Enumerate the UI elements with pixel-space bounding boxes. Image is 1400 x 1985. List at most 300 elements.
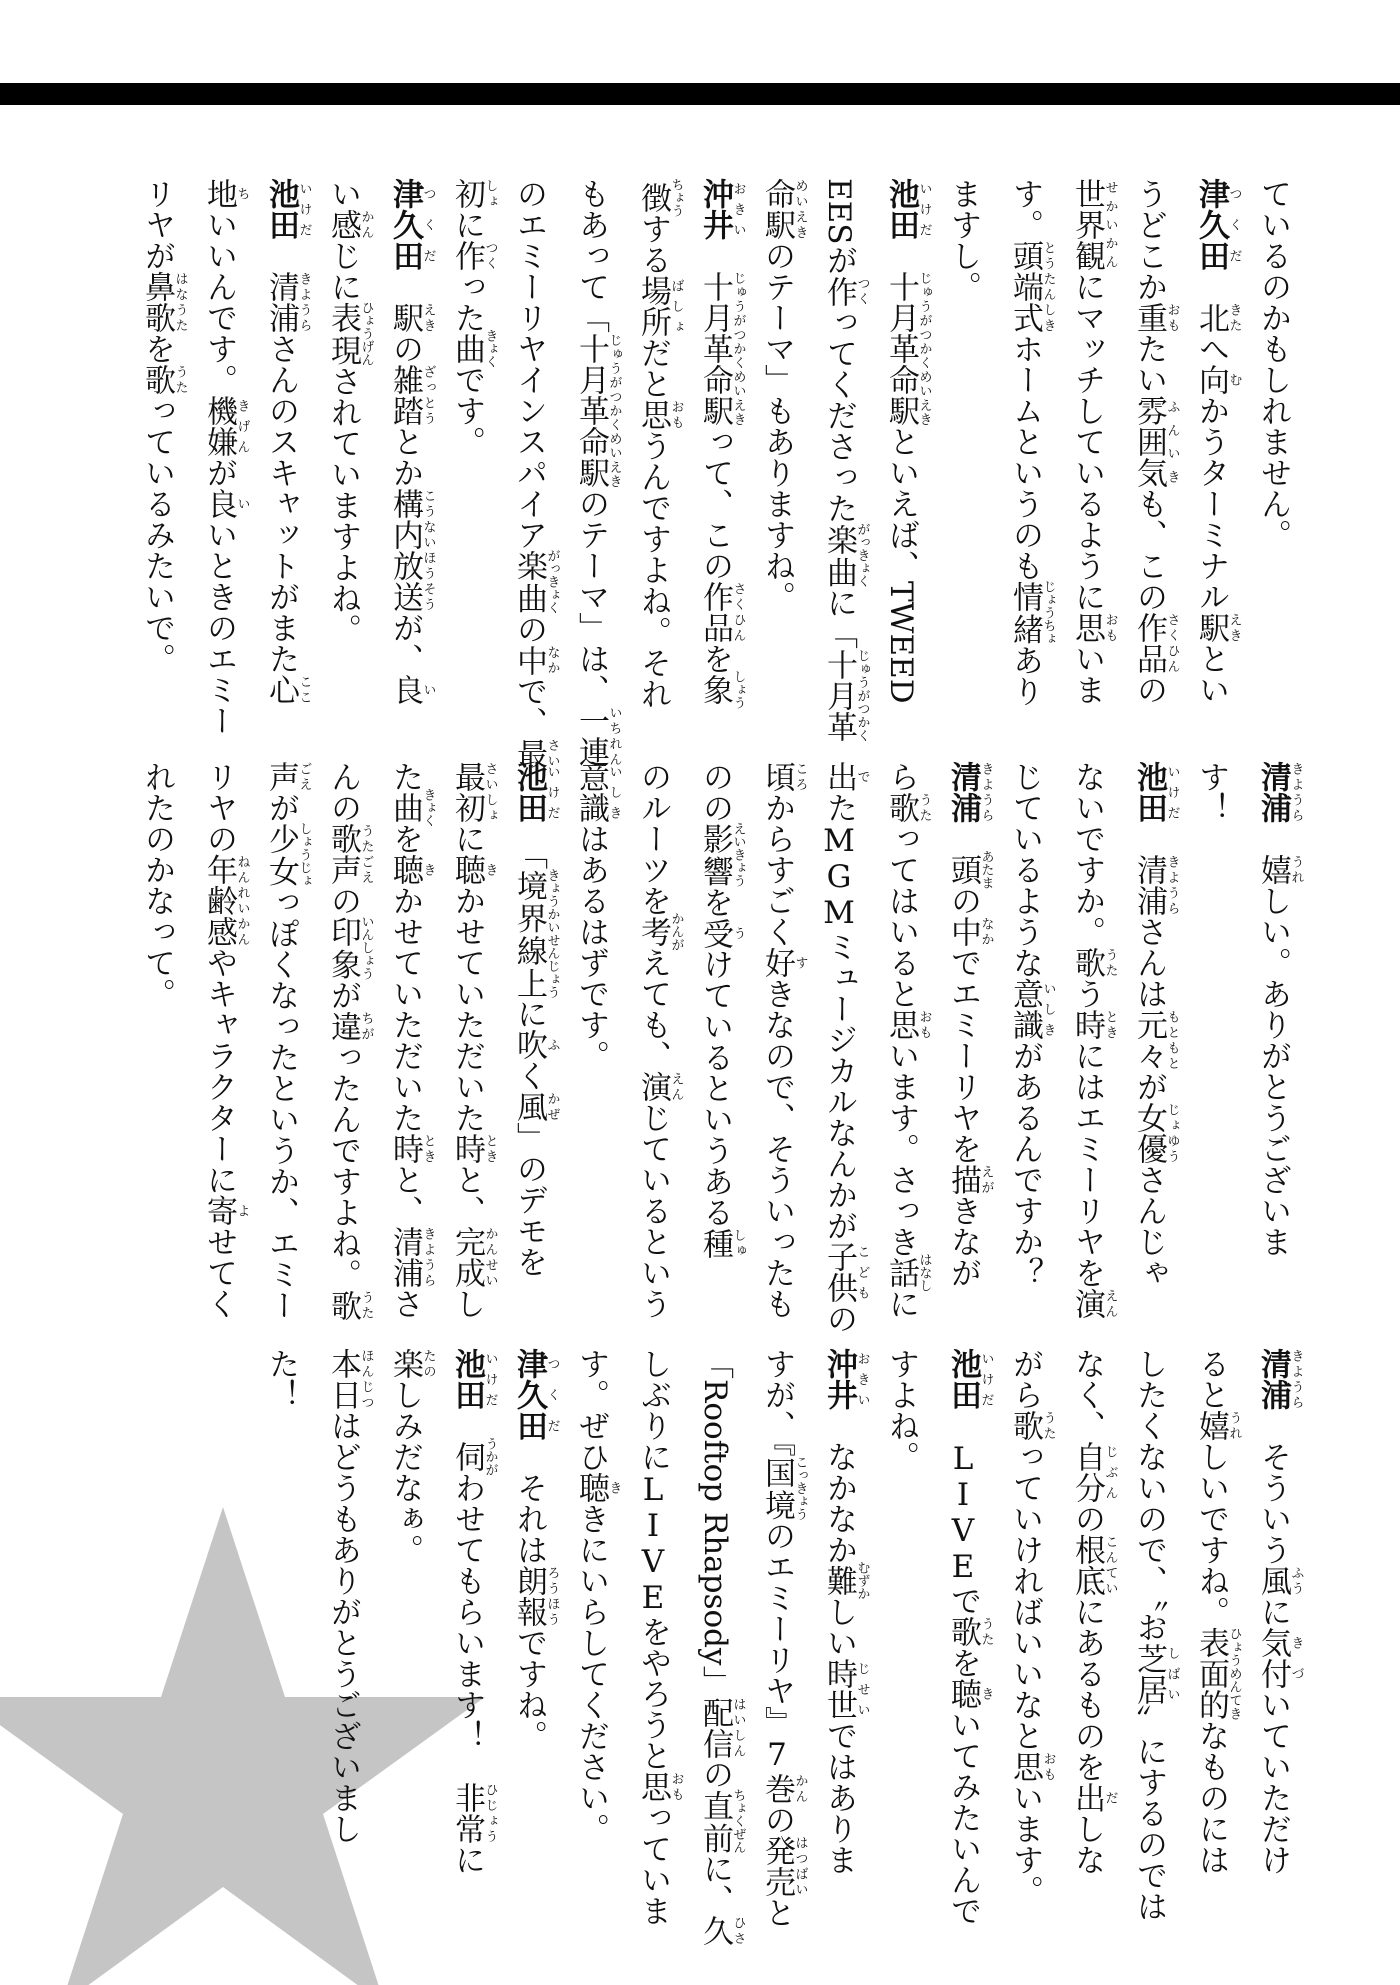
ruby-base: 聴 [449, 854, 485, 885]
text-run: しい。ありがとうございま [1255, 885, 1291, 1257]
ruby-base: 年齢感 [201, 854, 237, 947]
ruby-base: 表面的 [1193, 1627, 1229, 1720]
furigana: えん [1102, 1288, 1118, 1319]
furigana: きづ [1288, 1627, 1304, 1689]
text-column [870, 1348, 932, 1882]
text-run: はどうもありがとうございまし [325, 1410, 361, 1844]
text-run: でエミーリヤを [945, 947, 981, 1164]
furigana: うた [1102, 947, 1118, 978]
ruby-base: 違 [325, 1010, 361, 1042]
text-run: さんじゃ [1131, 1164, 1167, 1288]
furigana: ちょくぜん [730, 1788, 746, 1854]
text-run: はあるはずです。 [573, 823, 609, 1071]
text-run: ら [883, 761, 919, 792]
speaker-label: 池田 [511, 761, 547, 823]
ruby-base: 頃 [759, 761, 795, 792]
ruby-word [511, 549, 560, 615]
furigana: つく [854, 275, 870, 307]
speaker-label: 津久田 [511, 1348, 547, 1441]
ruby-word [821, 761, 870, 792]
ruby-base: 十月革命駅 [883, 271, 919, 426]
ruby-word [139, 271, 188, 333]
text-column [1056, 1348, 1118, 1882]
ruby-word [1193, 364, 1242, 395]
ruby-base: 命駅 [759, 178, 795, 240]
speaker-name [697, 178, 746, 240]
ruby-word [1131, 1642, 1180, 1705]
text-run: です。 [449, 364, 485, 457]
ruby-word [325, 1348, 374, 1410]
furigana: かぜ [544, 1091, 560, 1122]
furigana: はなし [916, 1253, 932, 1292]
text-column [1180, 761, 1242, 1295]
text-run: の [325, 885, 361, 916]
text-run: のテーマ」は、 [573, 488, 609, 705]
ruby-word [635, 399, 684, 430]
text-run: の [1069, 1503, 1105, 1534]
interview-text-block-bottom [250, 1348, 1304, 1947]
ruby-word [1069, 1009, 1118, 1040]
furigana: はつばい [792, 1835, 808, 1897]
ruby-base: 駅 [387, 302, 423, 333]
ruby-word [821, 1658, 870, 1720]
furigana: きょうかいせんじょう [544, 868, 560, 999]
ruby-word [511, 644, 560, 676]
text-column [250, 1348, 312, 1882]
furigana: だ [1102, 1782, 1118, 1813]
ruby-base: 嬉 [1193, 1410, 1229, 1441]
furigana: うれ [1288, 854, 1304, 885]
ruby-word [201, 1195, 250, 1226]
furigana: おも [1102, 612, 1118, 643]
ruby-base: 風 [1255, 1565, 1291, 1596]
furigana: えき [1226, 612, 1242, 643]
ruby-word [573, 705, 622, 767]
text-column [746, 1348, 808, 1928]
furigana: いけだ [916, 178, 932, 240]
text-column [312, 761, 374, 1321]
text-run: の [1131, 674, 1167, 705]
text-run: とい [1193, 643, 1229, 705]
furigana: えが [978, 1164, 994, 1195]
ruby-base: 作品 [1131, 612, 1167, 674]
ruby-base: 良 [201, 488, 237, 519]
speaker-label: 清浦 [1255, 1348, 1291, 1410]
text-run: い [325, 178, 361, 209]
text-run: やキャラクターに [201, 947, 237, 1195]
ruby-base: 伺 [449, 1437, 485, 1476]
text-run: のテーマ」もありますね。 [759, 240, 795, 612]
ruby-word [387, 1226, 436, 1288]
text-run: に、 [697, 1853, 733, 1916]
furigana: きた [1226, 302, 1242, 333]
text-run: っているみたいで。 [139, 395, 175, 674]
furigana: えいきょう [730, 822, 746, 888]
ruby-word [697, 271, 746, 426]
speaker-name [945, 1348, 994, 1410]
text-run: EESが [821, 178, 857, 276]
ruby-word [325, 823, 374, 885]
speaker-label: 池田 [449, 1348, 485, 1410]
ruby-word [945, 1616, 994, 1647]
ruby-base: 聴 [573, 1472, 609, 1503]
ruby-base: 歌声 [325, 823, 361, 885]
ruby-base: 本日 [325, 1348, 361, 1410]
text-column [746, 761, 808, 1319]
ruby-base: 清浦 [387, 1226, 423, 1288]
text-run: とか [387, 426, 423, 488]
ruby-word [511, 868, 560, 999]
furigana: きようら [1288, 1348, 1304, 1410]
ruby-base: 心 [263, 674, 299, 705]
text-run: かうターミナル [1193, 395, 1229, 612]
furigana: あたま [978, 850, 994, 889]
furigana: ひさ [730, 1915, 746, 1947]
interview-text-block-top [126, 178, 1304, 769]
text-run: じに [325, 240, 361, 302]
text-run [1255, 823, 1291, 854]
furigana: うかが [482, 1437, 498, 1476]
furigana: きょく [482, 329, 498, 368]
text-run: と、 [387, 1164, 423, 1226]
ruby-word [697, 581, 746, 643]
text-column [188, 761, 250, 1319]
text-run: も、この [1131, 488, 1167, 612]
furigana: さい [544, 737, 560, 769]
text-column [126, 761, 188, 1295]
text-run: からすごく [759, 792, 795, 947]
furigana: こっきょう [792, 1455, 808, 1521]
ruby-base: 朗報 [511, 1565, 547, 1627]
furigana: き [482, 854, 498, 885]
ruby-base: 向 [1193, 364, 1229, 395]
ruby-word [1007, 1751, 1056, 1782]
ruby-base: 聴 [387, 854, 423, 885]
text-run: ったんですよね。 [325, 1041, 361, 1290]
ruby-word [449, 178, 498, 209]
ruby-word [1007, 978, 1056, 1040]
ruby-word [511, 1029, 560, 1060]
text-run: さんのスキャットがまた [263, 333, 299, 674]
ruby-base: 国境 [759, 1455, 795, 1521]
ruby-base: 雑踏 [387, 364, 423, 426]
ruby-word [635, 1071, 684, 1102]
ruby-word [201, 395, 250, 457]
ruby-base: 頭端式 [1007, 240, 1043, 333]
text-run: しみだなぁ。 [387, 1379, 423, 1565]
text-run: そういう [1255, 1410, 1291, 1565]
text-column [684, 1348, 746, 1947]
text-run: た [387, 761, 423, 792]
text-run: た [821, 792, 857, 823]
text-run: じているという [635, 1102, 671, 1319]
ruby-word [883, 1253, 932, 1292]
ruby-base: 曲 [387, 788, 423, 827]
furigana: かんが [668, 912, 684, 951]
ruby-base: 声 [263, 761, 299, 792]
furigana: はいしん [730, 1696, 746, 1759]
ruby-word [325, 915, 374, 981]
ruby-base: 歌 [945, 1616, 981, 1647]
text-run: のルーツを [635, 761, 671, 916]
ruby-word [387, 788, 436, 827]
ruby-word [387, 302, 436, 333]
furigana: ちが [358, 1010, 374, 1042]
text-run: に [449, 1844, 485, 1875]
text-run: た！ [263, 1348, 299, 1410]
text-run: し [449, 1288, 485, 1319]
furigana: しゅ [730, 1227, 746, 1259]
ruby-base: 元々 [1131, 1009, 1167, 1071]
furigana: ろうほう [544, 1565, 560, 1627]
ruby-word [201, 854, 250, 947]
text-run: の [511, 613, 547, 645]
ruby-base: 歌 [139, 364, 175, 395]
text-run: あり [1007, 644, 1043, 707]
text-column [250, 761, 312, 1321]
ruby-base: 考 [635, 912, 671, 951]
ruby-word [1069, 1441, 1118, 1503]
ruby-word [325, 301, 374, 367]
text-run: をやろうと [635, 1616, 671, 1771]
ruby-word [1007, 580, 1056, 646]
ruby-word [759, 947, 808, 978]
speaker-name [511, 1348, 560, 1441]
ruby-word [449, 854, 498, 885]
text-column [932, 1348, 994, 1926]
furigana: ひょうめんてき [1226, 1627, 1242, 1720]
ruby-base: 寄 [201, 1195, 237, 1226]
ruby-word [449, 240, 498, 271]
ruby-word [759, 1835, 808, 1897]
ruby-word [573, 333, 622, 488]
furigana: なか [978, 916, 994, 947]
ruby-base: 十月革命駅 [697, 271, 733, 426]
speaker-label: 清浦 [1255, 761, 1291, 823]
ruby-word [449, 1782, 498, 1844]
text-run: かせていただいた [449, 885, 485, 1133]
ruby-word [325, 209, 374, 240]
text-run: きにいらしてください。 [573, 1503, 609, 1844]
text-column [498, 178, 560, 769]
text-run [263, 240, 299, 271]
ruby-base: 話 [883, 1253, 919, 1292]
text-run: を [945, 1647, 981, 1678]
furigana: とき [420, 1133, 436, 1164]
ruby-base: 楽曲 [511, 549, 547, 615]
text-run: されていますよね。 [325, 365, 361, 645]
furigana: ころ [792, 761, 808, 792]
text-run: かせていただいた [387, 885, 423, 1133]
text-run: と、 [449, 1164, 485, 1226]
ruby-word [635, 1771, 684, 1802]
text-run: にあるものを [1069, 1596, 1105, 1782]
upright-latin: LIVE [635, 1472, 671, 1616]
text-run: といえば、TWEED [883, 426, 919, 704]
text-run: ているのかもしれません。 [1255, 178, 1291, 550]
text-column [808, 178, 870, 742]
furigana: い [420, 674, 436, 705]
text-run: に [449, 209, 485, 240]
ruby-word [1069, 947, 1118, 978]
speaker-label: 津久田 [387, 178, 423, 271]
text-column [1242, 761, 1304, 1295]
furigana: おも [668, 1771, 684, 1802]
furigana: いけだ [978, 1348, 994, 1410]
text-column [560, 1348, 622, 1882]
furigana: きげん [234, 395, 250, 457]
text-run: に [883, 1288, 919, 1319]
text-run: 「 [511, 823, 547, 870]
ruby-base: 演 [635, 1071, 671, 1102]
furigana: しょう [730, 670, 746, 709]
text-run: なかなか [821, 1410, 857, 1565]
text-run: が [1131, 1071, 1167, 1102]
ruby-base: 出 [821, 761, 857, 792]
ruby-word [1193, 302, 1242, 333]
ruby-word [573, 1472, 622, 1503]
text-run: 〟にするのでは [1131, 1704, 1167, 1922]
ruby-base: 作 [821, 275, 857, 307]
furigana: うたごえ [358, 823, 374, 885]
furigana: つく [482, 240, 498, 271]
upright-latin: LIVE [945, 1441, 981, 1585]
ruby-base: 時 [1069, 1009, 1105, 1040]
furigana: きようら [420, 1226, 436, 1288]
speaker-label: 沖井 [821, 1348, 857, 1410]
text-run: ますし。 [945, 178, 981, 302]
furigana: こんてい [1102, 1534, 1118, 1596]
text-column [374, 178, 436, 712]
ruby-base: 影響 [697, 822, 733, 888]
text-run: けているというある [697, 948, 733, 1228]
text-run: が [325, 979, 361, 1011]
ruby-word [759, 1455, 808, 1521]
furigana: おも [1164, 302, 1180, 333]
text-column [126, 178, 188, 712]
text-run: った [449, 271, 485, 333]
furigana: えき [420, 302, 436, 333]
upright-latin: 7 [759, 1737, 795, 1773]
text-column [188, 178, 250, 736]
text-column [1118, 178, 1180, 712]
text-column [1118, 761, 1180, 1295]
furigana: むずか [854, 1561, 870, 1600]
ruby-word [945, 1678, 994, 1709]
text-column [1118, 1348, 1180, 1922]
furigana: じゅうがつかく [854, 649, 870, 742]
ruby-base: 根底 [1069, 1534, 1105, 1596]
text-run: ないですか。 [1069, 761, 1105, 947]
text-run: いま [1069, 643, 1105, 705]
text-column [312, 1348, 374, 1882]
ruby-word [449, 761, 498, 823]
ruby-word [697, 1227, 746, 1259]
text-column [436, 1348, 498, 1882]
furigana: いけだ [296, 178, 312, 240]
furigana: こども [854, 1241, 870, 1303]
text-run: に「 [821, 587, 857, 649]
ruby-base: 思 [1007, 1751, 1043, 1782]
furigana: しょ [482, 178, 498, 209]
text-column [436, 761, 498, 1319]
text-run: う [1069, 978, 1105, 1009]
text-run [387, 271, 423, 302]
text-column [1242, 1348, 1304, 1882]
text-run: しぶりに [635, 1348, 671, 1472]
text-column [932, 178, 994, 712]
text-run: す。 [1007, 178, 1043, 240]
text-column [498, 1348, 560, 1882]
furigana: さくひん [730, 581, 746, 643]
ruby-word [201, 178, 250, 209]
furigana: ちょう [668, 178, 684, 217]
ruby-word [697, 1915, 746, 1947]
ruby-base: 少女 [263, 822, 299, 888]
furigana: ふんいき [1164, 395, 1180, 488]
ruby-base: 作品 [697, 581, 733, 643]
ruby-base: 中 [945, 916, 981, 947]
furigana: じせい [854, 1658, 870, 1720]
furigana: さいしょ [482, 761, 498, 823]
ruby-base: 意識 [573, 761, 609, 823]
ruby-base: 駅 [1193, 612, 1229, 643]
text-run: えても、 [635, 947, 671, 1071]
ruby-word [201, 488, 250, 519]
ruby-base: 思 [635, 1771, 671, 1802]
text-run: きなので、そういったも [759, 978, 795, 1319]
furigana: じょゆう [1164, 1102, 1180, 1164]
ruby-base: 最 [511, 737, 547, 769]
ruby-word [635, 178, 684, 217]
ruby-word [1131, 1009, 1180, 1071]
furigana: とうたんしき [1040, 240, 1056, 333]
text-run: じているような [1007, 761, 1043, 978]
ruby-word [387, 488, 436, 612]
ruby-word [1131, 302, 1180, 333]
text-column [622, 761, 684, 1319]
furigana: とき [1102, 1009, 1118, 1040]
ruby-word [263, 674, 312, 705]
furigana: よ [234, 1195, 250, 1226]
ruby-base: 鼻歌 [139, 271, 175, 333]
text-run: わせてもらいます！ [449, 1472, 485, 1782]
text-run: に [449, 823, 485, 854]
furigana: かん [792, 1773, 808, 1804]
ruby-word [1131, 612, 1180, 674]
text-run: きなが [945, 1195, 981, 1288]
furigana: こうないほうそう [420, 488, 436, 612]
speaker-name [511, 761, 560, 823]
text-run: す。ぜひ [573, 1348, 609, 1472]
text-run: います。 [1007, 1782, 1043, 1906]
ruby-base: 歌 [883, 792, 919, 823]
furigana: しばい [1164, 1642, 1180, 1705]
text-column [1242, 178, 1304, 712]
text-run: れたのかなって。 [139, 761, 175, 1009]
ruby-word [511, 1565, 560, 1627]
furigana: じゅうがつかくめいえき [606, 333, 622, 488]
furigana: きょく [420, 788, 436, 827]
ruby-base: 印象 [325, 915, 361, 981]
ruby-base: 気付 [1255, 1627, 1291, 1689]
ruby-word [449, 1133, 498, 1164]
text-column [684, 178, 746, 712]
text-run: いていただけ [1255, 1689, 1291, 1875]
text-run: の [821, 1303, 857, 1334]
text-run: んの [325, 761, 361, 823]
text-run: たい [1131, 333, 1167, 395]
